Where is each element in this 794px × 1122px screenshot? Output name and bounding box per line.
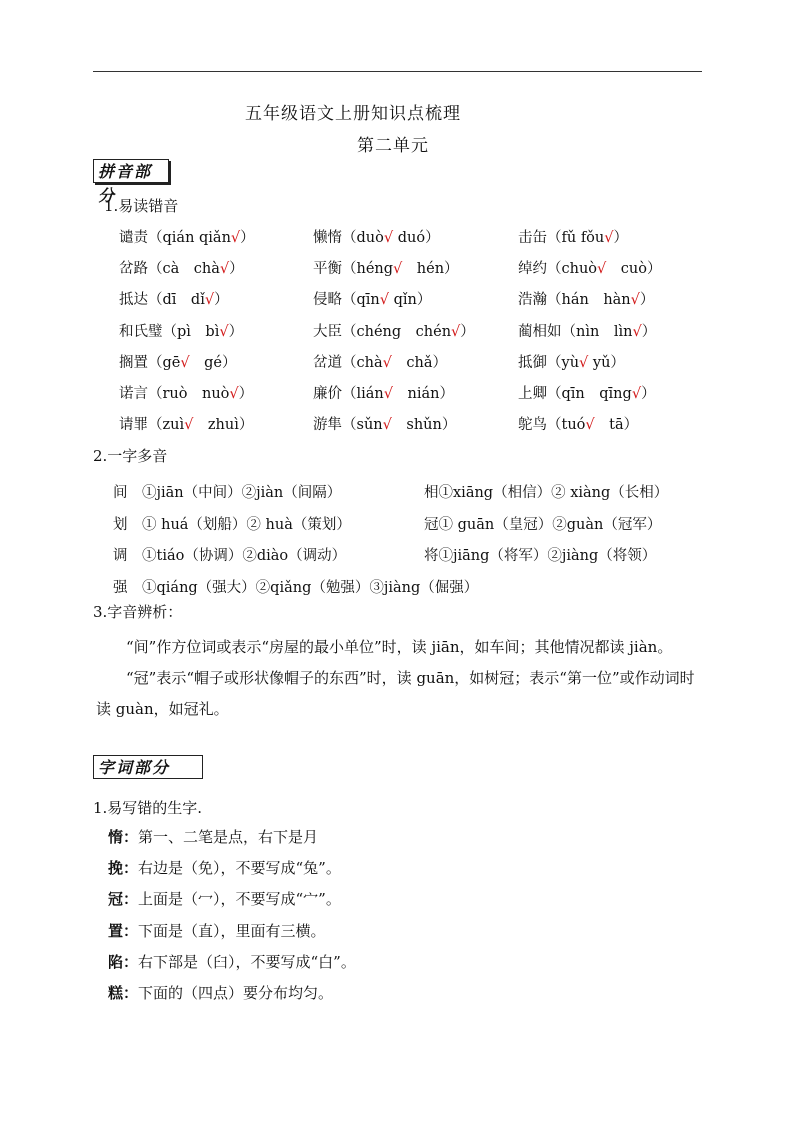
check-mark-icon: √ (383, 386, 394, 402)
pinyin-item: 鸵鸟（tuó√ tā） (518, 417, 639, 434)
polyphone-item: 调 ①tiáo（协调）②diào（调动） (113, 548, 347, 564)
check-mark-icon: √ (597, 261, 607, 278)
list-item (108, 920, 326, 941)
list-item (108, 857, 341, 878)
list-item (108, 982, 333, 1003)
list-item-text: 右边是（免），不要写成“兔”。 (138, 859, 341, 878)
pinyin-item: 侵略（qīn√ qǐn） (313, 292, 432, 309)
pinyin-item: 岔道（chà√ chǎ） (313, 354, 447, 371)
check-mark-icon: √ (451, 323, 461, 340)
paragraph-guan: “冠”表示“帽子或形状像帽子的东西”时，读 guān，如树冠；表示“第一位”或作动词时读 guàn，如冠礼。 (96, 669, 695, 718)
section-box-words: 字词部分 (93, 755, 203, 779)
polyphone-item: 将①jiāng（将军）②jiàng（将领） (424, 548, 657, 564)
pinyin-item: 抵御（yù√ yǔ） (518, 354, 625, 371)
list-item-text: 下面的（四点）要分布均匀。 (138, 984, 334, 1002)
polyphone-item: 强 ①qiáng（强大）②qiǎng（勉强）③jiàng（倔强） (113, 579, 479, 596)
pinyin-item: 岔路（cà chà√） (119, 261, 244, 278)
pinyin-item: 蔺相如（nìn lìn√） (518, 323, 657, 340)
pinyin-item: 浩瀚（hán hàn√） (518, 292, 655, 309)
list-item-char: 惰： (108, 828, 139, 846)
check-mark-icon: √ (630, 292, 640, 309)
check-mark-icon: √ (180, 354, 190, 371)
check-mark-icon: √ (393, 261, 403, 278)
check-mark-icon: √ (229, 386, 239, 402)
check-mark-icon: √ (382, 354, 392, 371)
check-mark-icon: √ (382, 417, 392, 434)
check-mark-icon: √ (604, 230, 614, 246)
pinyin-item: 绰约（chuò√ cuò） (518, 261, 662, 278)
pinyin-item: 抵达（dī dǐ√） (119, 292, 229, 309)
pinyin-item: 上卿（qīn qīng√） (518, 386, 656, 402)
paragraph-jian: “间”作方位词或表示“房屋的最小单位”时，读 jiān，如车间；其他情况都读 jiàn。 (126, 638, 673, 656)
check-mark-icon: √ (379, 292, 390, 309)
header-rule (93, 71, 702, 72)
list-item-text: 第一、二笔是点，右下是月 (138, 828, 319, 846)
pronunciation-paragraphs (96, 632, 702, 725)
list-item (108, 951, 356, 972)
check-mark-icon: √ (219, 323, 229, 340)
polyphone-item: 相①xiāng（相信）② xiàng（长相） (424, 485, 669, 501)
pinyin-item: 和氏璧（pì bì√） (119, 323, 244, 340)
check-mark-icon: √ (219, 261, 230, 278)
pinyin-item: 懒惰（duò√ duó） (313, 230, 440, 246)
page-title: 五年级语文上册知识点梳理 (245, 104, 461, 124)
heading-polyphones: 2.一字多音 (93, 447, 168, 465)
list-item-char: 陷： (108, 952, 139, 971)
check-mark-icon: √ (632, 323, 642, 340)
page-subtitle: 第二单元 (357, 136, 429, 156)
pinyin-item: 谴责（qián qiǎn√） (119, 230, 255, 246)
heading-error-prone-chars: 1.易写错的生字. (93, 799, 203, 817)
pinyin-item: 击缶（fǔ fǒu√） (518, 230, 628, 246)
pinyin-item: 诺言（ruò nuò√） (119, 386, 254, 402)
check-mark-icon: √ (579, 354, 589, 371)
polyphone-item: 冠① guān（皇冠）②guàn（冠军） (424, 516, 662, 533)
heading-hard-pronunciations: 1.易读错音 (104, 197, 179, 215)
pinyin-item: 游隼（sǔn√ shǔn） (313, 417, 457, 434)
polyphone-item: 间 ①jiān（中间）②jiàn（间隔） (113, 485, 342, 501)
list-item-text: 右下部是（臼），不要写成“白”。 (138, 952, 356, 971)
check-mark-icon: √ (631, 386, 642, 402)
list-item (108, 826, 318, 847)
heading-pronunciation-analysis: 3.字音辨析： (93, 603, 183, 621)
check-mark-icon: √ (230, 230, 241, 246)
polyphone-item: 划 ① huá（划船）② huà（策划） (113, 516, 351, 533)
pinyin-item: 大臣（chéng chén√） (313, 323, 475, 340)
list-item (108, 888, 341, 909)
check-mark-icon: √ (204, 292, 215, 309)
list-item-char: 置： (108, 921, 139, 940)
section-box-pinyin: 拼音部分 (93, 159, 169, 183)
list-item-char: 冠： (108, 890, 139, 909)
list-item-char: 挽： (108, 859, 139, 878)
check-mark-icon: √ (184, 417, 194, 434)
pinyin-item: 平衡（héng√ hén） (313, 261, 459, 278)
check-mark-icon: √ (585, 417, 595, 434)
list-item-char: 糕： (108, 984, 139, 1002)
list-item-text: 下面是（直），里面有三横。 (138, 921, 326, 940)
pinyin-item: 请罪（zuì√ zhuì） (119, 417, 254, 434)
check-mark-icon: √ (383, 230, 394, 246)
pinyin-item: 搁置（gē√ gé） (119, 354, 237, 371)
pinyin-item: 廉价（lián√ nián） (313, 386, 454, 402)
list-item-text: 上面是（冖），不要写成“宀”。 (138, 890, 341, 909)
